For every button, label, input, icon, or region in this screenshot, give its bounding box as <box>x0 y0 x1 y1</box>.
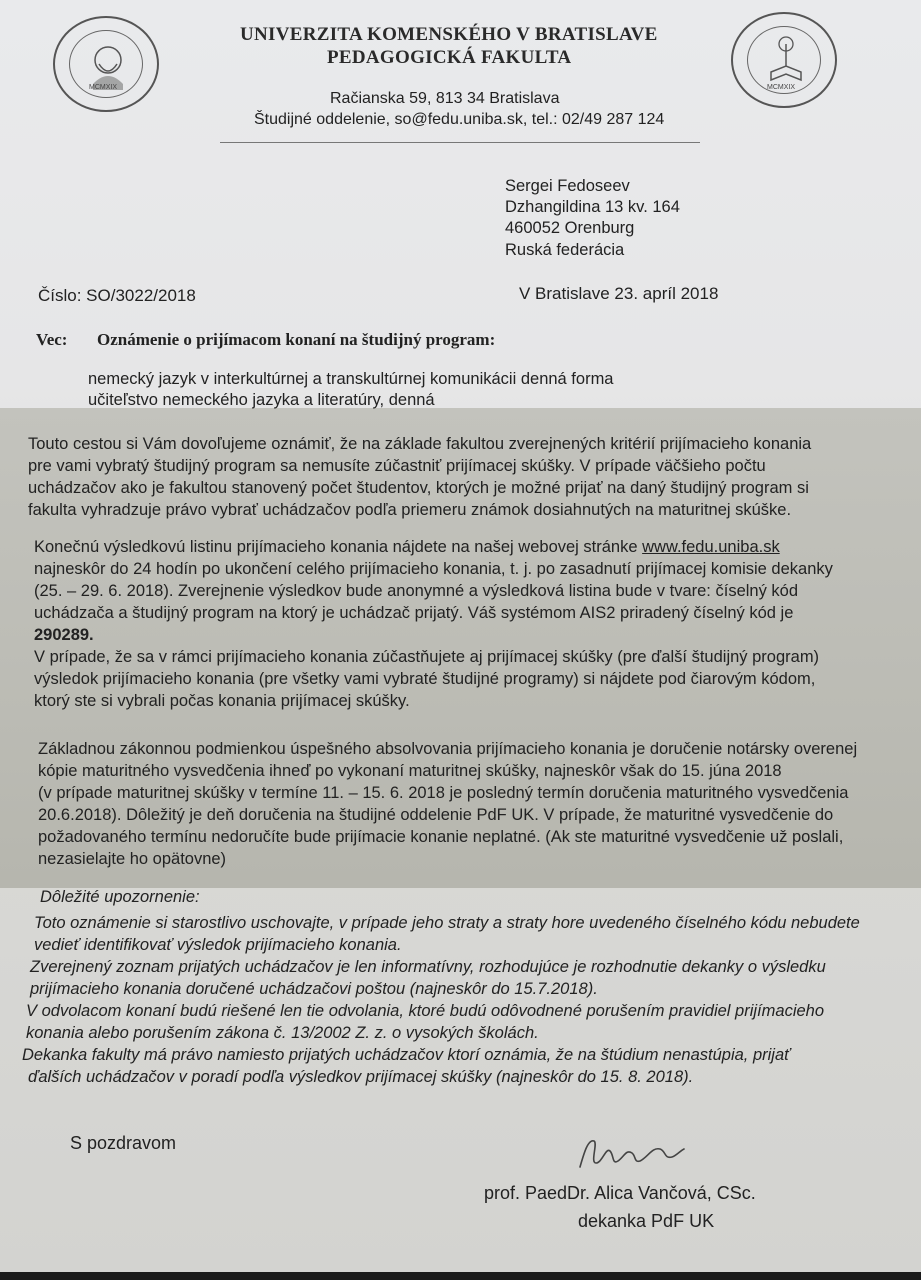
seal-right-caption: MCMXIX <box>767 84 795 91</box>
faculty-seal-right <box>731 12 837 108</box>
seal-left-caption: MCMXIX <box>89 84 117 91</box>
book-tree-icon <box>733 14 839 110</box>
university-seal-left <box>53 16 159 112</box>
signatory-name: prof. PaedDr. Alica Vančová, CSc. <box>484 1183 756 1203</box>
recipient-name: Sergei Fedoseev <box>505 177 630 195</box>
notice-list: Toto oznámenie si starostlivo uschovajte, v prípade jeho straty a straty hore uvedeného číselného kódu nebudete vedieť identifikovať výsledok prijímacieho konania. Zverejnený zoznam prijatých uchádzačov je len informatívny, rozhodujúce je rozhodnutie dekanky o výsledku prijímacieho konania doručené uchádzačovi poštou (najneskôr do 15.7.2018). V odvolacom konaní budú riešené len tie odvolania, ktoré budú odôvodnené porušením pravidiel prijímacieho konania alebo porušením zákona č. 13/2002 Z. z. o vysokých školách. Dekanka fakulty má právo namiesto prijatých uchádzačov ktorí oznámia, že na štúdium nenastúpia, prijať ďalších uchádzačov v poradí podľa výsledkov prijímacej skúšky (najneskôr do 15. 8. 2018). <box>22 914 860 1086</box>
recipient-street: Dzhangildina 13 kv. 164 <box>505 198 680 216</box>
closing-greeting: S pozdravom <box>70 1133 177 1153</box>
body-paragraph-1: Touto cestou si Vám dovoľujeme oznámiť, že na základe fakultou zverejnených kritérií prijímacieho konania pre vami vybratý študijný program sa nemusíte zúčastniť prijímacej skúšky. V prípade väčšieho počtu uchádzačov ako je fakultou stanovený počet študentov, ktorých je možné prijať na daný študijný program si fakulta vyhradzuje právo vybrať uchádzačov podľa priemeru známok dosiahnutých na maturitnej skúške. <box>28 435 812 519</box>
program-line-2: učiteľstvo nemeckého jazyka a literatúry, denná <box>88 391 435 409</box>
subject-text: Oznámenie o prijímacom konaní na študijný program: <box>97 330 496 349</box>
header-divider <box>220 142 700 143</box>
subject-label: Vec: <box>36 330 68 349</box>
recipient-country: Ruská federácia <box>505 241 625 259</box>
reference-number: Číslo: SO/3022/2018 <box>38 286 196 305</box>
handwritten-signature <box>576 1133 686 1173</box>
body-paragraph-2: Konečnú výsledkovú listinu prijímacieho konania nájdete na našej webovej stránke www.fedu.uniba.sk najneskôr do 24 hodín po ukončení celého prijímacieho konania, t. j. po zasadnutí prijímacej komisie dekanky (25. – 29. 6. 2018). Zverejnenie výsledkov bude anonymné a výsledková listina bude v tvare: číselný kód uchádzača a študijný program na ktorý je uchádzač prijatý. Váš systémom AIS2 priradený číselný kód je 290289. V prípade, že sa v rámci prijímacieho konania zúčastňujete aj prijímacej skúšky (pre ďalší študijný program) výsledok prijímacieho konania (pre všetky vami vybraté študijné programy) si nájdete pod čiarovým kódom, ktorý ste si vybrali počas konania prijímacej skúšky. <box>34 536 896 712</box>
header-contact: Študijné oddelenie, so@fedu.uniba.sk, tel.: 02/49 287 124 <box>254 111 665 128</box>
university-name: UNIVERZITA KOMENSKÉHO V BRATISLAVE <box>240 24 658 45</box>
letter-date: V Bratislave 23. apríl 2018 <box>519 284 719 303</box>
comenius-portrait-icon <box>55 18 161 114</box>
applicant-code: 290289. <box>34 626 94 644</box>
signatory-title: dekanka PdF UK <box>578 1211 715 1231</box>
notice-title: Dôležité upozornenie: <box>40 888 200 906</box>
header-address: Račianska 59, 813 34 Bratislava <box>330 90 560 107</box>
website-link[interactable]: www.fedu.uniba.sk <box>642 538 780 556</box>
recipient-city: 460052 Orenburg <box>505 219 635 237</box>
program-line-1: nemecký jazyk v interkultúrnej a transkultúrnej komunikácii denná forma <box>88 370 614 388</box>
faculty-name: PEDAGOGICKÁ FAKULTA <box>327 47 572 68</box>
body-paragraph-4: Základnou zákonnou podmienkou úspešného absolvovania prijímacieho konania je doručenie notársky overenej kópie maturitného vysvedčenia ihneď po vykonaní maturitnej skúšky, najneskôr však do 15. júna 2018 (v prípade maturitnej skúšky v termíne 11. – 15. 6. 2018 je posledný termín doručenia maturitného vysvedčenia 20.6.2018). Dôležitý je deň doručenia na študijné oddelenie PdF UK. V prípade, že maturitné vysvedčenie do požadovaného termínu nedoručíte bude prijímacie konanie neplatné. (Ak ste maturitné vysvedčenie už poslali, nezasielajte ho opätovne) <box>38 740 858 868</box>
